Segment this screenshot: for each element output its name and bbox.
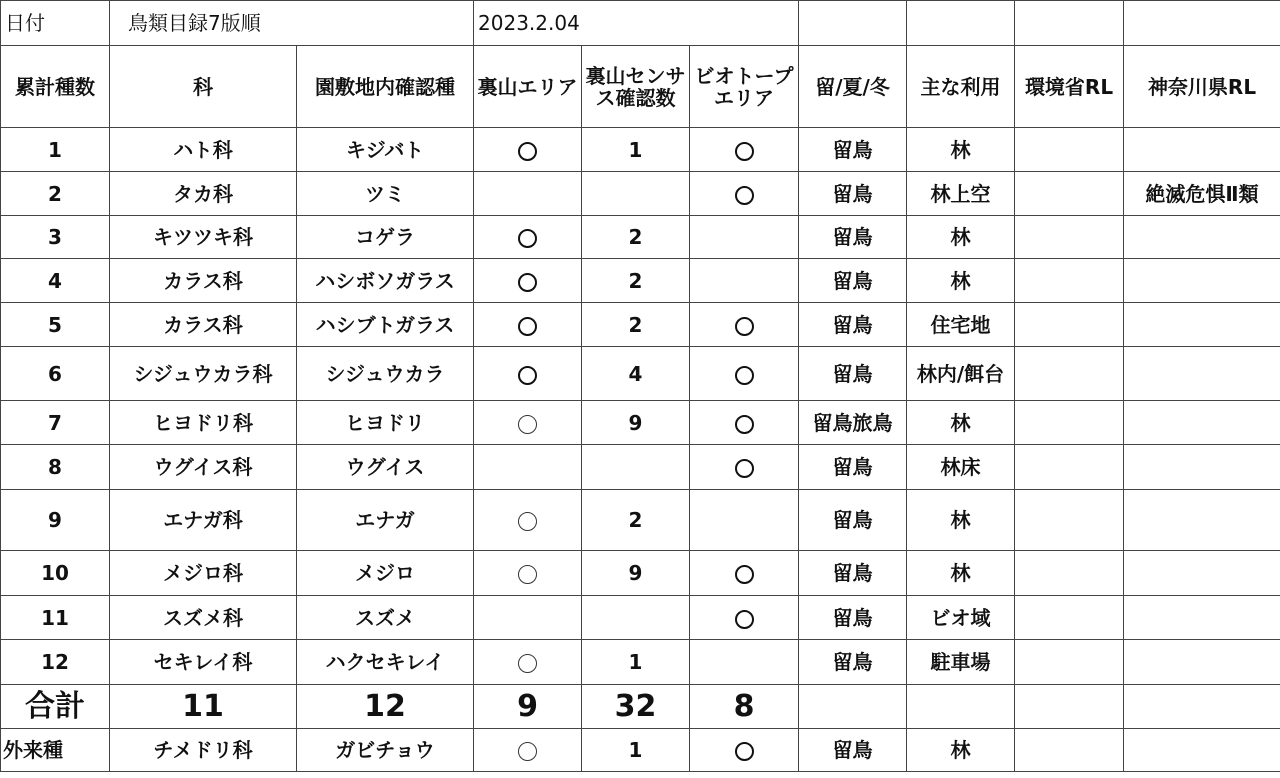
col-header-usage[interactable]: 主な利用	[907, 46, 1015, 128]
col-header-biotope-area[interactable]: ビオトープエリア	[690, 46, 799, 128]
table-row	[1, 640, 1280, 685]
species-cell[interactable]: ハクセキレイ	[297, 640, 474, 685]
circle-mark-icon	[735, 565, 754, 584]
empty-cell[interactable]	[1124, 1, 1280, 46]
circle-mark-icon	[735, 459, 754, 478]
family-cell[interactable]: キツツキ科	[110, 216, 297, 259]
count-cell[interactable]: 9	[1, 490, 110, 551]
table-row	[1, 303, 1280, 347]
kanagawa-rl-cell[interactable]	[1124, 128, 1280, 172]
urayama-census-cell[interactable]: 9	[582, 401, 690, 445]
usage-cell[interactable]: 林内/餌台	[907, 347, 1015, 401]
moe-rl-cell[interactable]	[1015, 128, 1124, 172]
family-cell[interactable]: スズメ科	[110, 596, 297, 640]
urayama-census-cell[interactable]: 2	[582, 216, 690, 259]
biotope-area-cell[interactable]	[690, 216, 799, 259]
date-label-cell[interactable]: 日付	[1, 1, 110, 46]
urayama-area-cell[interactable]	[474, 172, 582, 216]
col-header-kanagawa-rl[interactable]: 神奈川県RL	[1124, 46, 1280, 128]
species-cell[interactable]: コゲラ	[297, 216, 474, 259]
biotope-area-cell[interactable]	[690, 259, 799, 303]
col-header-family[interactable]: 科	[110, 46, 297, 128]
table-row	[1, 347, 1280, 401]
kanagawa-rl-cell[interactable]: 絶滅危惧Ⅱ類	[1124, 172, 1280, 216]
count-cell[interactable]: 1	[1, 128, 110, 172]
urayama-census-cell[interactable]: 1	[582, 729, 690, 772]
thin-circle-mark-icon	[518, 742, 537, 761]
usage-cell[interactable]: 林	[907, 259, 1015, 303]
total-species-cell[interactable]: 12	[297, 685, 474, 729]
thin-circle-mark-icon	[518, 512, 537, 531]
usage-cell[interactable]: 林	[907, 216, 1015, 259]
empty-cell[interactable]	[907, 685, 1015, 729]
urayama-area-cell[interactable]	[474, 401, 582, 445]
column-header-row	[1, 46, 1280, 128]
usage-cell[interactable]: 林上空	[907, 172, 1015, 216]
table-row	[1, 172, 1280, 216]
season-cell[interactable]: 留鳥	[799, 128, 907, 172]
season-cell[interactable]: 留鳥	[799, 172, 907, 216]
circle-mark-icon	[518, 229, 537, 248]
urayama-census-cell[interactable]	[582, 445, 690, 490]
empty-cell[interactable]	[1015, 1, 1124, 46]
circle-mark-icon	[735, 142, 754, 161]
species-cell[interactable]: ガビチョウ	[297, 729, 474, 772]
species-cell[interactable]: ツミ	[297, 172, 474, 216]
kanagawa-rl-cell[interactable]	[1124, 303, 1280, 347]
moe-rl-cell[interactable]	[1015, 259, 1124, 303]
col-header-moe-rl[interactable]: 環境省RL	[1015, 46, 1124, 128]
usage-cell[interactable]: 林	[907, 551, 1015, 596]
season-cell[interactable]: 留鳥	[799, 490, 907, 551]
species-cell[interactable]: シジュウカラ	[297, 347, 474, 401]
col-header-species[interactable]: 園敷地内確認種	[297, 46, 474, 128]
total-bio-cell[interactable]: 8	[690, 685, 799, 729]
season-cell[interactable]: 留鳥	[799, 303, 907, 347]
urayama-area-cell[interactable]	[474, 216, 582, 259]
season-cell[interactable]: 留鳥	[799, 347, 907, 401]
usage-cell[interactable]: 林	[907, 401, 1015, 445]
family-cell[interactable]: ハト科	[110, 128, 297, 172]
circle-mark-icon	[735, 366, 754, 385]
empty-cell[interactable]	[1124, 729, 1280, 772]
season-cell[interactable]: 留鳥旅鳥	[799, 401, 907, 445]
thin-circle-mark-icon	[518, 565, 537, 584]
species-cell[interactable]: キジバト	[297, 128, 474, 172]
circle-mark-icon	[735, 317, 754, 336]
urayama-area-cell[interactable]	[474, 551, 582, 596]
biotope-area-cell[interactable]	[690, 490, 799, 551]
urayama-area-cell[interactable]	[474, 729, 582, 772]
circle-mark-icon	[735, 415, 754, 434]
total-family-cell[interactable]: 11	[110, 685, 297, 729]
table-row	[1, 128, 1280, 172]
kanagawa-rl-cell[interactable]	[1124, 551, 1280, 596]
species-cell[interactable]: エナガ	[297, 490, 474, 551]
circle-mark-icon	[735, 610, 754, 629]
season-cell[interactable]: 留鳥	[799, 259, 907, 303]
family-cell[interactable]: タカ科	[110, 172, 297, 216]
kanagawa-rl-cell[interactable]	[1124, 596, 1280, 640]
date-value-cell[interactable]: 2023.2.04	[474, 1, 799, 46]
circle-mark-icon	[518, 273, 537, 292]
catalog-label-cell[interactable]: 鳥類目録7版順	[110, 1, 474, 46]
usage-cell[interactable]: 駐車場	[907, 640, 1015, 685]
family-cell[interactable]: カラス科	[110, 303, 297, 347]
table-row	[1, 259, 1280, 303]
biotope-area-cell[interactable]	[690, 596, 799, 640]
family-cell[interactable]: メジロ科	[110, 551, 297, 596]
circle-mark-icon	[735, 742, 754, 761]
season-cell[interactable]: 留鳥	[799, 551, 907, 596]
biotope-area-cell[interactable]	[690, 303, 799, 347]
kanagawa-rl-cell[interactable]	[1124, 259, 1280, 303]
usage-cell[interactable]: 林床	[907, 445, 1015, 490]
urayama-area-cell[interactable]	[474, 640, 582, 685]
urayama-area-cell[interactable]	[474, 596, 582, 640]
kanagawa-rl-cell[interactable]	[1124, 445, 1280, 490]
empty-cell[interactable]	[1124, 685, 1280, 729]
urayama-census-cell[interactable]: 1	[582, 128, 690, 172]
circle-mark-icon	[518, 366, 537, 385]
family-cell[interactable]: カラス科	[110, 259, 297, 303]
season-cell[interactable]: 留鳥	[799, 640, 907, 685]
kanagawa-rl-cell[interactable]	[1124, 216, 1280, 259]
family-cell[interactable]: エナガ科	[110, 490, 297, 551]
biotope-area-cell[interactable]	[690, 128, 799, 172]
col-header-urayama-census[interactable]: 裏山センサス確認数	[582, 46, 690, 128]
kanagawa-rl-cell[interactable]	[1124, 401, 1280, 445]
empty-cell[interactable]	[907, 1, 1015, 46]
thin-circle-mark-icon	[518, 654, 537, 673]
urayama-census-cell[interactable]: 2	[582, 259, 690, 303]
biotope-area-cell[interactable]	[690, 172, 799, 216]
biotope-area-cell[interactable]	[690, 729, 799, 772]
count-cell[interactable]: 2	[1, 172, 110, 216]
total-label-cell[interactable]: 合計	[1, 685, 110, 729]
col-header-season[interactable]: 留/夏/冬	[799, 46, 907, 128]
family-cell[interactable]: ウグイス科	[110, 445, 297, 490]
empty-cell[interactable]	[799, 1, 907, 46]
usage-cell[interactable]: 林	[907, 490, 1015, 551]
header-row-date	[1, 1, 1280, 46]
moe-rl-cell[interactable]	[1015, 347, 1124, 401]
moe-rl-cell[interactable]	[1015, 216, 1124, 259]
moe-rl-cell[interactable]	[1015, 445, 1124, 490]
moe-rl-cell[interactable]	[1015, 551, 1124, 596]
table-row	[1, 216, 1280, 259]
urayama-census-cell[interactable]: 2	[582, 490, 690, 551]
urayama-census-cell[interactable]: 4	[582, 347, 690, 401]
table-row	[1, 401, 1280, 445]
biotope-area-cell[interactable]	[690, 640, 799, 685]
table-row	[1, 490, 1280, 551]
season-cell[interactable]: 留鳥	[799, 445, 907, 490]
count-cell[interactable]: 5	[1, 303, 110, 347]
moe-rl-cell[interactable]	[1015, 596, 1124, 640]
species-cell[interactable]: ウグイス	[297, 445, 474, 490]
total-ura-cell[interactable]: 9	[474, 685, 582, 729]
table-body	[1, 1, 1280, 772]
family-cell[interactable]: チメドリ科	[110, 729, 297, 772]
family-cell[interactable]: シジュウカラ科	[110, 347, 297, 401]
circle-mark-icon	[518, 317, 537, 336]
species-cell[interactable]: ハシブトガラス	[297, 303, 474, 347]
thin-circle-mark-icon	[518, 415, 537, 434]
table-row	[1, 445, 1280, 490]
table-row	[1, 551, 1280, 596]
col-header-urayama-area[interactable]: 裏山エリア	[474, 46, 582, 128]
count-cell[interactable]: 8	[1, 445, 110, 490]
usage-cell[interactable]: 住宅地	[907, 303, 1015, 347]
moe-rl-cell[interactable]	[1015, 303, 1124, 347]
urayama-area-cell[interactable]	[474, 303, 582, 347]
urayama-census-cell[interactable]	[582, 172, 690, 216]
alien-label-cell[interactable]: 外来種	[1, 729, 110, 772]
circle-mark-icon	[518, 142, 537, 161]
kanagawa-rl-cell[interactable]	[1124, 347, 1280, 401]
total-census-cell[interactable]: 32	[582, 685, 690, 729]
biotope-area-cell[interactable]	[690, 551, 799, 596]
urayama-area-cell[interactable]	[474, 128, 582, 172]
biotope-area-cell[interactable]	[690, 445, 799, 490]
family-cell[interactable]: ヒヨドリ科	[110, 401, 297, 445]
moe-rl-cell[interactable]	[1015, 490, 1124, 551]
season-cell[interactable]: 留鳥	[799, 729, 907, 772]
moe-rl-cell[interactable]	[1015, 172, 1124, 216]
family-cell[interactable]: セキレイ科	[110, 640, 297, 685]
urayama-area-cell[interactable]	[474, 259, 582, 303]
alien-species-row	[1, 729, 1280, 772]
usage-cell[interactable]: 林	[907, 128, 1015, 172]
season-cell[interactable]: 留鳥	[799, 216, 907, 259]
count-cell[interactable]: 12	[1, 640, 110, 685]
urayama-census-cell[interactable]: 1	[582, 640, 690, 685]
urayama-census-cell[interactable]: 2	[582, 303, 690, 347]
species-cell[interactable]: メジロ	[297, 551, 474, 596]
count-cell[interactable]: 11	[1, 596, 110, 640]
biotope-area-cell[interactable]	[690, 347, 799, 401]
species-cell[interactable]: ハシボソガラス	[297, 259, 474, 303]
kanagawa-rl-cell[interactable]	[1124, 640, 1280, 685]
table-row	[1, 596, 1280, 640]
kanagawa-rl-cell[interactable]	[1124, 490, 1280, 551]
count-cell[interactable]: 7	[1, 401, 110, 445]
count-cell[interactable]: 4	[1, 259, 110, 303]
count-cell[interactable]: 3	[1, 216, 110, 259]
empty-cell[interactable]	[1015, 729, 1124, 772]
usage-cell[interactable]: 林	[907, 729, 1015, 772]
circle-mark-icon	[735, 186, 754, 205]
urayama-census-cell[interactable]: 9	[582, 551, 690, 596]
count-cell[interactable]: 10	[1, 551, 110, 596]
biotope-area-cell[interactable]	[690, 401, 799, 445]
species-cell[interactable]: スズメ	[297, 596, 474, 640]
totals-row	[1, 685, 1280, 729]
empty-cell[interactable]	[1015, 685, 1124, 729]
moe-rl-cell[interactable]	[1015, 640, 1124, 685]
urayama-census-cell[interactable]	[582, 596, 690, 640]
urayama-area-cell[interactable]	[474, 445, 582, 490]
usage-cell[interactable]: ビオ域	[907, 596, 1015, 640]
urayama-area-cell[interactable]	[474, 490, 582, 551]
moe-rl-cell[interactable]	[1015, 401, 1124, 445]
col-header-count[interactable]: 累計種数	[1, 46, 110, 128]
urayama-area-cell[interactable]	[474, 347, 582, 401]
empty-cell[interactable]	[799, 685, 907, 729]
species-cell[interactable]: ヒヨドリ	[297, 401, 474, 445]
count-cell[interactable]: 6	[1, 347, 110, 401]
season-cell[interactable]: 留鳥	[799, 596, 907, 640]
